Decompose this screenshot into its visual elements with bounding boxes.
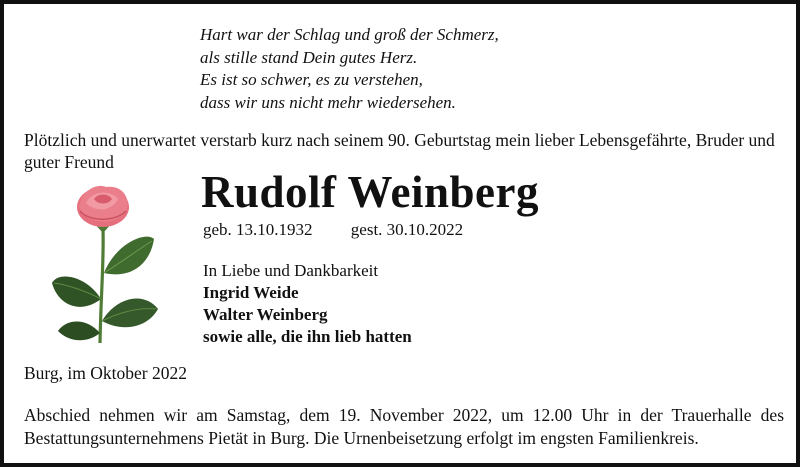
mourners-heading: In Liebe und Dankbarkeit xyxy=(203,261,379,280)
death-date: gest. 30.10.2022 xyxy=(350,220,464,239)
birth-date: geb. 13.10.1932 xyxy=(203,220,313,239)
mourner-name: sowie alle, die ihn lieb hatten xyxy=(203,327,412,346)
mourners-block xyxy=(203,260,412,348)
announcement-text: Plötzlich und unerwartet verstarb kurz nach seinem 90. Geburtstag mein lieber Lebensgefährte, Bruder und guter Freund xyxy=(24,130,775,172)
place-and-date: Burg, im Oktober 2022 xyxy=(24,363,188,383)
life-dates xyxy=(203,220,463,240)
mourner-name: Ingrid Weide xyxy=(203,283,299,302)
mourner-name: Walter Weinberg xyxy=(203,305,328,324)
poem-line: als stille stand Dein gutes Herz. xyxy=(200,47,418,67)
poem-line: dass wir uns nicht mehr wiedersehen. xyxy=(200,92,456,112)
rose-icon xyxy=(46,181,166,345)
poem-line: Es ist so schwer, es zu verstehen, xyxy=(200,70,423,89)
poem-line: Hart war der Schlag und groß der Schmerz, xyxy=(200,25,499,44)
memorial-poem xyxy=(200,24,499,114)
funeral-details: Abschied nehmen wir am Samstag, dem 19. November 2022, um 12.00 Uhr in der Trauerhalle des Bestattungsunternehmens Pietät in Burg. Die Urnenbeisetzung erfolgt im engsten Familienkreis. xyxy=(24,405,784,448)
deceased-name: Rudolf Weinberg xyxy=(201,167,539,217)
